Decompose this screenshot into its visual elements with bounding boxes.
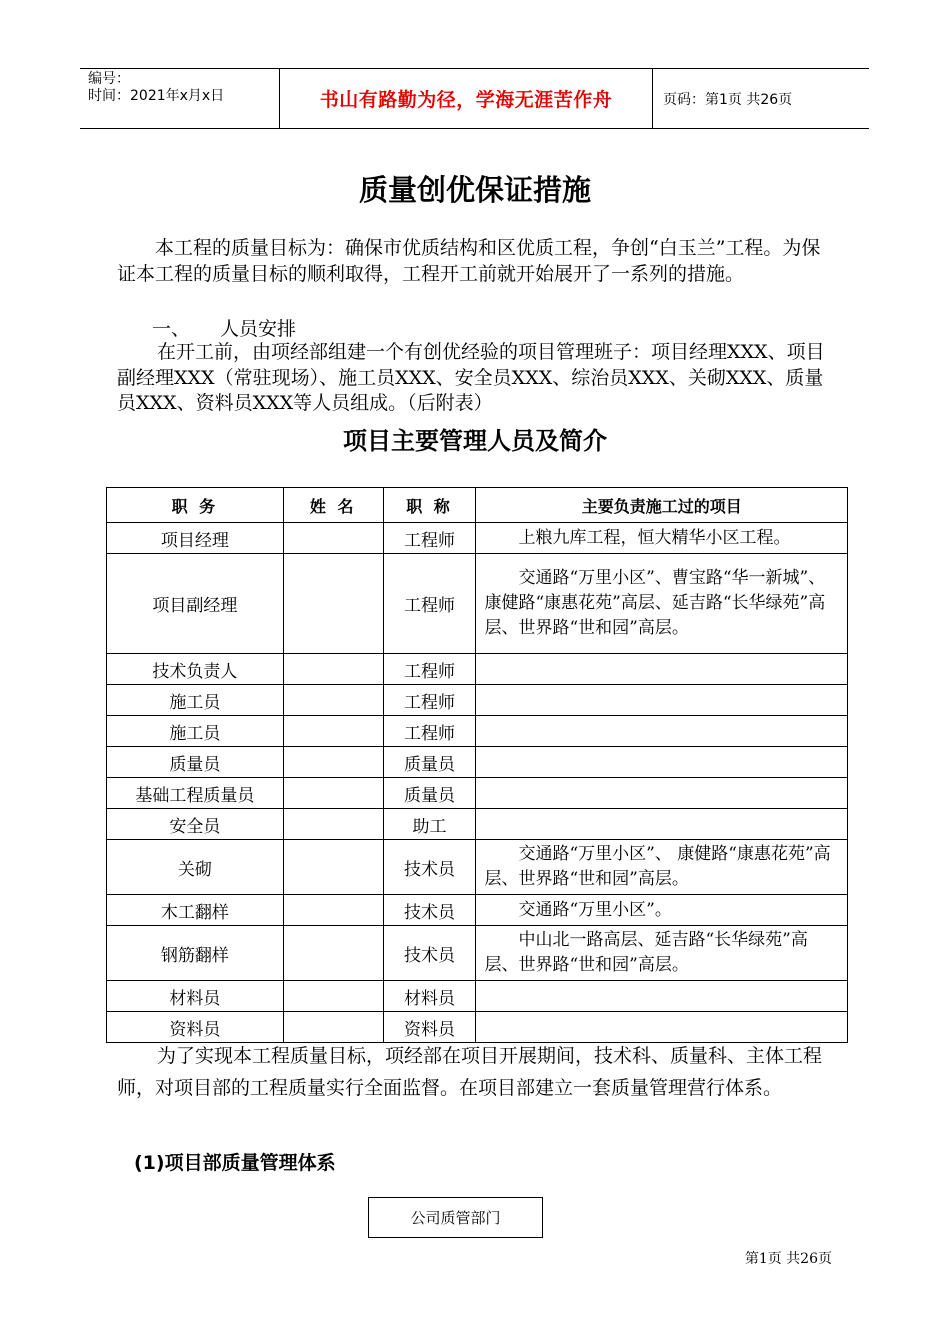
header-name: 姓 名: [283, 488, 383, 523]
section-1-heading: [152, 314, 296, 341]
cell-name: [283, 778, 383, 809]
table-title: 项目主要管理人员及简介: [343, 427, 607, 455]
document-title: 质量创优保证措施: [358, 173, 591, 207]
cell-title: 工程师: [383, 716, 476, 747]
cell-projects: 上粮九库工程，恒大精华小区工程。: [476, 523, 848, 554]
cell-projects: [476, 685, 848, 716]
cell-title: 技术员: [383, 840, 476, 895]
cell-projects: 交通路“万里小区”、 康健路“康惠花苑”高层、世界路“世和园”高层。: [476, 840, 848, 895]
cell-name: [283, 554, 383, 654]
cell-name: [283, 926, 383, 981]
table-row: [107, 685, 848, 716]
table-row: [107, 654, 848, 685]
header-meta: [80, 69, 280, 128]
staff-table: [106, 487, 848, 1043]
header-time: 时间：2021年x月x日: [88, 88, 225, 104]
cell-position: 安全员: [107, 809, 284, 840]
cell-name: [283, 654, 383, 685]
cell-position: 施工员: [107, 685, 284, 716]
cell-title: 资料员: [383, 1012, 476, 1043]
subsection-1-heading: (1)项目部质量管理体系: [134, 1152, 336, 1174]
quality-paragraph: 为了实现本工程质量目标，项经部在项目开展期间，技术科、质量科、主体工程师，对项目部的工程质量实行全面监督。在项目部建立一套质量管理营行体系。: [117, 1045, 823, 1099]
cell-position: 关砌: [107, 840, 284, 895]
intro-paragraph: 本工程的质量目标为：确保市优质结构和区优质工程，争创“白玉兰”工程。为保证本工程的质量目标的顺利取得，工程开工前就开始展开了一系列的措施。: [117, 237, 821, 285]
cell-projects: [476, 747, 848, 778]
cell-title: 技术员: [383, 926, 476, 981]
section-1-number: 一、: [152, 318, 191, 340]
cell-position: 施工员: [107, 716, 284, 747]
cell-position: 木工翻样: [107, 895, 284, 926]
cell-position: 项目经理: [107, 523, 284, 554]
org-chart-top-box: 公司质管部门: [368, 1197, 543, 1238]
page-header: [80, 68, 869, 129]
header-projects: 主要负责施工过的项目: [476, 488, 848, 523]
table-row: [107, 554, 848, 654]
table-row: [107, 840, 848, 895]
header-number: 编号：: [88, 71, 130, 87]
table-header-row: [107, 488, 848, 523]
cell-position: 钢筋翻样: [107, 926, 284, 981]
cell-projects: [476, 654, 848, 685]
header-motto: 书山有路勤为径，学海无涯苦作舟: [280, 69, 653, 128]
table-row: [107, 778, 848, 809]
section-1-title: 人员安排: [220, 318, 297, 340]
cell-name: [283, 716, 383, 747]
cell-title: 工程师: [383, 554, 476, 654]
table-row: [107, 716, 848, 747]
cell-name: [283, 1012, 383, 1043]
cell-name: [283, 981, 383, 1012]
table-row: [107, 809, 848, 840]
page-footer: 第1页 共26页: [744, 1251, 832, 1267]
cell-position: 基础工程质量员: [107, 778, 284, 809]
table-row: [107, 1012, 848, 1043]
table-row: [107, 981, 848, 1012]
cell-title: 质量员: [383, 778, 476, 809]
cell-position: 材料员: [107, 981, 284, 1012]
cell-position: 项目副经理: [107, 554, 284, 654]
cell-title: 工程师: [383, 654, 476, 685]
cell-projects: 交通路“万里小区”、曹宝路“华一新城”、康健路“康惠花苑”高层、延吉路“长华绿苑”高层、世界路“世和园”高层。: [476, 554, 848, 654]
cell-title: 工程师: [383, 523, 476, 554]
cell-title: 助工: [383, 809, 476, 840]
cell-projects: [476, 778, 848, 809]
cell-name: [283, 840, 383, 895]
cell-title: 材料员: [383, 981, 476, 1012]
cell-projects: [476, 1012, 848, 1043]
header-page-number: 页码：第1页 共26页: [663, 91, 793, 108]
cell-title: 工程师: [383, 685, 476, 716]
cell-name: [283, 809, 383, 840]
header-title: 职 称: [383, 488, 476, 523]
header-position: 职 务: [107, 488, 284, 523]
cell-name: [283, 523, 383, 554]
cell-name: [283, 895, 383, 926]
cell-name: [283, 685, 383, 716]
cell-projects: 交通路“万里小区”。: [476, 895, 848, 926]
table-row: [107, 747, 848, 778]
cell-name: [283, 747, 383, 778]
section-1-paragraph: 在开工前，由项经部组建一个有创优经验的项目管理班子：项目经理XXX、项目副经理XXX（常驻现场）、施工员XXX、安全员XXX、综治员XXX、关砌XXX、质量员XXX、资料员XXX等人员组成。（后附表）: [117, 341, 825, 414]
cell-projects: [476, 981, 848, 1012]
cell-title: 技术员: [383, 895, 476, 926]
cell-position: 技术负责人: [107, 654, 284, 685]
table-row: [107, 926, 848, 981]
cell-position: 资料员: [107, 1012, 284, 1043]
cell-title: 质量员: [383, 747, 476, 778]
cell-projects: 中山北一路高层、延吉路“长华绿苑”高层、世界路“世和园”高层。: [476, 926, 848, 981]
cell-projects: [476, 716, 848, 747]
table-row: [107, 523, 848, 554]
cell-position: 质量员: [107, 747, 284, 778]
cell-projects: [476, 809, 848, 840]
table-row: [107, 895, 848, 926]
